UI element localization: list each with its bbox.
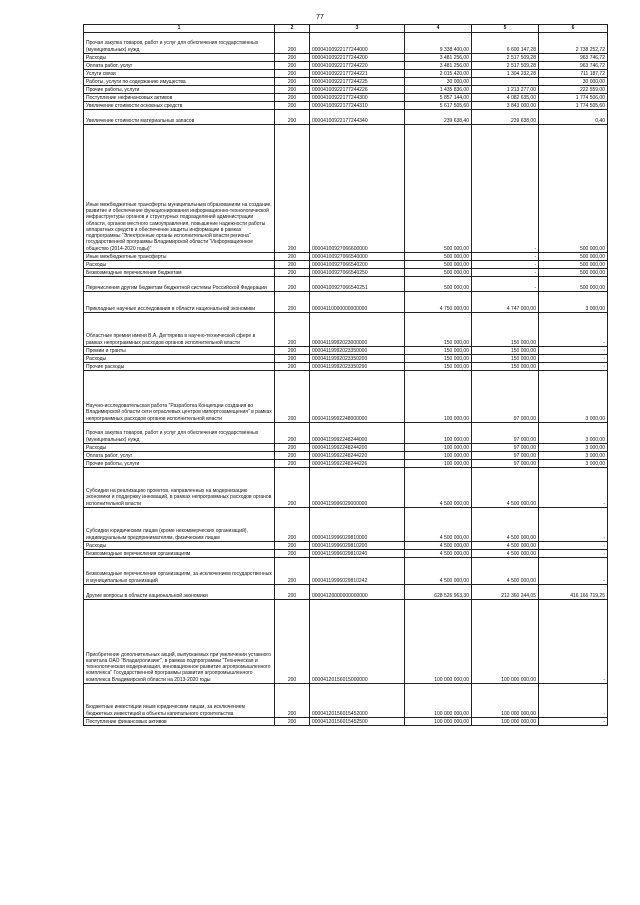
row-kbk-code: 00004100927066600000 bbox=[310, 125, 405, 253]
row-label: Иные межбюджетные трансферты bbox=[84, 253, 275, 261]
column-header-row bbox=[84, 25, 608, 33]
row-value-col5: 1 304 232,28 bbox=[472, 70, 539, 78]
row-label: Прочие работы, услуги bbox=[84, 86, 275, 94]
row-kbk-code: 00004119992023000000 bbox=[310, 313, 405, 347]
row-label: Расходы bbox=[84, 54, 275, 62]
table-row bbox=[84, 70, 608, 78]
table-row bbox=[84, 542, 608, 550]
row-line-code: 200 bbox=[275, 444, 310, 452]
row-kbk-code: 00004100922177244221 bbox=[310, 70, 405, 78]
row-value-col4: 30 000,00 bbox=[405, 78, 472, 86]
row-value-col5: 150 000,00 bbox=[472, 347, 539, 355]
row-value-col5: 4 747 000,00 bbox=[472, 292, 539, 313]
row-value-col4: 239 638,40 bbox=[405, 110, 472, 125]
row-value-col6: 3 000,00 bbox=[539, 452, 608, 460]
row-line-code: 200 bbox=[275, 253, 310, 261]
row-value-col6: 30 000,00 bbox=[539, 78, 608, 86]
row-value-col4: 150 000,00 bbox=[405, 313, 472, 347]
row-line-code: 200 bbox=[275, 102, 310, 110]
row-kbk-code: 00004110000000000000 bbox=[310, 292, 405, 313]
row-kbk-code: 00004100922177244225 bbox=[310, 78, 405, 86]
row-label: Увеличение стоимости основных средств bbox=[84, 102, 275, 110]
row-kbk-code: 00004120156015452000 bbox=[310, 684, 405, 718]
row-value-col4: 5 617 505,60 bbox=[405, 102, 472, 110]
row-value-col6: 3 000,00 bbox=[539, 444, 608, 452]
row-value-col4: 3 481 256,00 bbox=[405, 62, 472, 70]
row-line-code: 200 bbox=[275, 600, 310, 684]
row-value-col6: - bbox=[539, 600, 608, 684]
row-label: Прочие работы, услуги bbox=[84, 460, 275, 468]
row-kbk-code: 00004119996029810242 bbox=[310, 558, 405, 585]
row-value-col4: 150 000,00 bbox=[405, 347, 472, 355]
row-line-code: 200 bbox=[275, 423, 310, 444]
table-row bbox=[84, 684, 608, 718]
row-label: Безвозмездные перечисления организациям, за исключением государственных и муниципальных организаций bbox=[84, 558, 275, 585]
row-kbk-code: 00004120156015000000 bbox=[310, 600, 405, 684]
row-line-code: 200 bbox=[275, 363, 310, 371]
table-row bbox=[84, 600, 608, 684]
row-value-col5: - bbox=[472, 277, 539, 292]
row-line-code: 200 bbox=[275, 125, 310, 253]
row-value-col6: 500 000,00 bbox=[539, 125, 608, 253]
row-value-col5: 4 500 000,00 bbox=[472, 468, 539, 508]
row-label: Поступление финансовых активов bbox=[84, 718, 275, 726]
row-value-col6: 963 746,72 bbox=[539, 54, 608, 62]
row-label: Оплата работ, услуг bbox=[84, 62, 275, 70]
row-line-code: 200 bbox=[275, 558, 310, 585]
row-value-col5: - bbox=[472, 261, 539, 269]
row-kbk-code: 00004119996029810200 bbox=[310, 542, 405, 550]
row-line-code: 200 bbox=[275, 347, 310, 355]
row-value-col6: 500 000,00 bbox=[539, 261, 608, 269]
row-label: Прочая закупка товаров, работ и услуг для обеспечения государственных (муниципальных) нужд bbox=[84, 33, 275, 54]
table-row bbox=[84, 423, 608, 444]
row-value-col4: 100 000,00 bbox=[405, 423, 472, 444]
row-line-code: 200 bbox=[275, 313, 310, 347]
row-value-col5: 150 000,00 bbox=[472, 363, 539, 371]
column-header-5: 5 bbox=[472, 25, 539, 33]
row-kbk-code: 00004119992248000000 bbox=[310, 371, 405, 423]
row-kbk-code: 00004100922177244000 bbox=[310, 33, 405, 54]
row-line-code: 200 bbox=[275, 277, 310, 292]
row-value-col4: 500 000,00 bbox=[405, 269, 472, 277]
row-value-col4: 1 435 836,00 bbox=[405, 86, 472, 94]
row-value-col5 bbox=[472, 78, 539, 86]
budget-table bbox=[83, 24, 608, 726]
row-value-col5: 97 000,00 bbox=[472, 460, 539, 468]
row-value-col5: 150 000,00 bbox=[472, 313, 539, 347]
row-value-col6: 3 000,00 bbox=[539, 371, 608, 423]
row-value-col4: 4 500 000,00 bbox=[405, 558, 472, 585]
row-line-code: 200 bbox=[275, 460, 310, 468]
row-kbk-code: 00004119992023350000 bbox=[310, 347, 405, 355]
table-row bbox=[84, 269, 608, 277]
row-label: Безвозмездные перечисления организациям bbox=[84, 550, 275, 558]
row-value-col5: 4 082 635,00 bbox=[472, 94, 539, 102]
row-value-col4: 9 338 400,00 bbox=[405, 33, 472, 54]
table-row bbox=[84, 444, 608, 452]
row-kbk-code: 00004119996029000000 bbox=[310, 468, 405, 508]
row-value-col6: - bbox=[539, 313, 608, 347]
row-kbk-code: 00004100922177244300 bbox=[310, 94, 405, 102]
row-kbk-code: 00004100927066540200 bbox=[310, 261, 405, 269]
row-value-col6: 500 000,00 bbox=[539, 277, 608, 292]
table-row bbox=[84, 102, 608, 110]
column-header-3: 3 bbox=[310, 25, 405, 33]
row-line-code: 200 bbox=[275, 78, 310, 86]
row-line-code: 200 bbox=[275, 110, 310, 125]
row-kbk-code: 00004100927066540000 bbox=[310, 253, 405, 261]
row-value-col6: 222 559,00 bbox=[539, 86, 608, 94]
row-kbk-code: 00004100922177244200 bbox=[310, 54, 405, 62]
row-value-col5: 4 500 000,00 bbox=[472, 542, 539, 550]
table-row bbox=[84, 261, 608, 269]
row-value-col6: 711 187,72 bbox=[539, 70, 608, 78]
row-kbk-code: 00004100922177244340 bbox=[310, 110, 405, 125]
row-value-col6: - bbox=[539, 558, 608, 585]
row-value-col6: - bbox=[539, 468, 608, 508]
row-value-col4: 150 000,00 bbox=[405, 363, 472, 371]
row-line-code: 200 bbox=[275, 508, 310, 542]
row-value-col4: 4 750 000,00 bbox=[405, 292, 472, 313]
row-value-col4: 100 000 000,00 bbox=[405, 600, 472, 684]
row-value-col5: 239 638,00 bbox=[472, 110, 539, 125]
row-value-col4: 2 015 420,00 bbox=[405, 70, 472, 78]
table-row bbox=[84, 355, 608, 363]
row-label: Субсидии на реализацию проектов, направленных на модернизацию экономики и поддержку инноваций, в рамках непрограммных расходов органов исполнительной власти bbox=[84, 468, 275, 508]
row-kbk-code: 00004119992248244220 bbox=[310, 452, 405, 460]
table-row bbox=[84, 94, 608, 102]
row-line-code: 200 bbox=[275, 94, 310, 102]
row-label: Услуги связи bbox=[84, 70, 275, 78]
table-row bbox=[84, 371, 608, 423]
row-line-code: 200 bbox=[275, 62, 310, 70]
row-value-col6: - bbox=[539, 347, 608, 355]
row-value-col4: 4 500 000,00 bbox=[405, 550, 472, 558]
row-value-col4: 500 000,00 bbox=[405, 261, 472, 269]
row-label: Прочие расходы bbox=[84, 363, 275, 371]
row-kbk-code: 00004100927066540250 bbox=[310, 269, 405, 277]
row-kbk-code: 00004119992023350200 bbox=[310, 355, 405, 363]
row-line-code: 200 bbox=[275, 292, 310, 313]
row-value-col4: 628 526 963,30 bbox=[405, 585, 472, 600]
row-label: Иные межбюджетные трансферты муниципальным образованиям на создание, развитие и обеспечение функционирования информационно-технологической инфраструктуры органов и структурных подразделений администрации области, органов местного самоуправления, повышение надежности работы аппаратных средств и обеспечение защиты информации в рамках подпрограммы "Электронные органы исполнительной власти региона" государственной программы Владимирской области "Информационное общество (2014-2020 годы)" bbox=[84, 125, 275, 253]
row-value-col4: 100 000 000,00 bbox=[405, 718, 472, 726]
row-label: Увеличение стоимости материальных запасов bbox=[84, 110, 275, 125]
row-value-col5: - bbox=[472, 269, 539, 277]
row-value-col6: - bbox=[539, 355, 608, 363]
table-row bbox=[84, 110, 608, 125]
column-header-6: 6 bbox=[539, 25, 608, 33]
row-value-col4: 500 000,00 bbox=[405, 277, 472, 292]
row-value-col5: 1 213 277,00 bbox=[472, 86, 539, 94]
row-value-col4: 150 000,00 bbox=[405, 355, 472, 363]
row-kbk-code: 00004100927066540251 bbox=[310, 277, 405, 292]
row-value-col5: 97 000,00 bbox=[472, 371, 539, 423]
row-value-col6: 416 166 719,25 bbox=[539, 585, 608, 600]
row-label: Расходы bbox=[84, 261, 275, 269]
row-value-col6: 3 000,00 bbox=[539, 292, 608, 313]
row-label: Прочая закупка товаров, работ и услуг для обеспечения государственных (муниципальных) нужд bbox=[84, 423, 275, 444]
table-row bbox=[84, 363, 608, 371]
table-row bbox=[84, 550, 608, 558]
row-value-col6: - bbox=[539, 508, 608, 542]
row-value-col5: 4 500 000,00 bbox=[472, 558, 539, 585]
row-value-col5: 97 000,00 bbox=[472, 444, 539, 452]
table-row bbox=[84, 718, 608, 726]
row-value-col5: 97 000,00 bbox=[472, 452, 539, 460]
row-value-col6: 3 000,00 bbox=[539, 423, 608, 444]
row-line-code: 200 bbox=[275, 718, 310, 726]
row-value-col4: 100 000,00 bbox=[405, 460, 472, 468]
row-label: Работы, услуги по содержанию имущества bbox=[84, 78, 275, 86]
row-label: Перечисления другим бюджетам бюджетной системы Российской Федерации bbox=[84, 277, 275, 292]
row-value-col6: 500 000,00 bbox=[539, 269, 608, 277]
row-line-code: 200 bbox=[275, 542, 310, 550]
row-value-col5: 100 000 000,00 bbox=[472, 600, 539, 684]
row-kbk-code: 00004100922177244310 bbox=[310, 102, 405, 110]
table-row bbox=[84, 86, 608, 94]
row-value-col6: 1 774 506,00 bbox=[539, 94, 608, 102]
row-line-code: 200 bbox=[275, 371, 310, 423]
row-kbk-code: 00004119992023350290 bbox=[310, 363, 405, 371]
row-label: Областные премии имени В.А. Дегтярева в научно-технической сфере в рамках непрограммных расходов органов исполнительной власти bbox=[84, 313, 275, 347]
row-label: Другие вопросы в области национальной экономики bbox=[84, 585, 275, 600]
row-kbk-code: 00004100922177244226 bbox=[310, 86, 405, 94]
row-label: Поступление нефинансовых активов bbox=[84, 94, 275, 102]
row-label: Научно-исследовательская работа "Разработка Концепции создания во Владимирской области сети отраслевых центров импортозамещения" в рамках непрограммных расходов органов исполнительной власти bbox=[84, 371, 275, 423]
row-label: Расходы bbox=[84, 542, 275, 550]
row-line-code: 200 bbox=[275, 585, 310, 600]
row-line-code: 200 bbox=[275, 355, 310, 363]
table-row bbox=[84, 62, 608, 70]
row-line-code: 200 bbox=[275, 261, 310, 269]
table-body bbox=[84, 33, 608, 726]
column-header-1: 1 bbox=[84, 25, 275, 33]
row-value-col5: 150 000,00 bbox=[472, 355, 539, 363]
table-row bbox=[84, 78, 608, 86]
row-kbk-code: 00004119996029810000 bbox=[310, 508, 405, 542]
row-value-col4: 3 481 256,00 bbox=[405, 54, 472, 62]
row-label: Расходы bbox=[84, 444, 275, 452]
row-line-code: 200 bbox=[275, 452, 310, 460]
row-value-col4: 500 000,00 bbox=[405, 253, 472, 261]
row-value-col6: 500 000,00 bbox=[539, 253, 608, 261]
row-line-code: 200 bbox=[275, 86, 310, 94]
table-row bbox=[84, 125, 608, 253]
row-value-col6: 1 774 505,60 bbox=[539, 102, 608, 110]
page-number: 77 bbox=[316, 14, 324, 21]
table-row bbox=[84, 33, 608, 54]
row-value-col6: - bbox=[539, 684, 608, 718]
row-value-col5: - bbox=[472, 125, 539, 253]
row-label: Приобретение дополнительных акций, выпускаемых при увеличении уставного капитала ОАО "Владагролизинг", в рамках подпрограммы "Техническая и технологическая модернизация, инновационное развитие агропромышленного комплекса" Государственной программы развития агропромышленного комплекса Владимирской области на 2013-2020 годы bbox=[84, 600, 275, 684]
row-value-col5: 2 517 509,28 bbox=[472, 62, 539, 70]
row-line-code: 200 bbox=[275, 70, 310, 78]
row-kbk-code: 00004120156015452500 bbox=[310, 718, 405, 726]
row-value-col4: 4 500 000,00 bbox=[405, 468, 472, 508]
table-row bbox=[84, 54, 608, 62]
row-kbk-code: 00004119992248244000 bbox=[310, 423, 405, 444]
row-value-col5: 97 000,00 bbox=[472, 423, 539, 444]
row-value-col4: 100 000,00 bbox=[405, 371, 472, 423]
row-value-col6: - bbox=[539, 363, 608, 371]
row-value-col6: - bbox=[539, 550, 608, 558]
row-value-col4: 5 857 144,00 bbox=[405, 94, 472, 102]
row-value-col4: 100 000,00 bbox=[405, 444, 472, 452]
row-value-col4: 100 000,00 bbox=[405, 452, 472, 460]
row-line-code: 200 bbox=[275, 550, 310, 558]
row-value-col5: 6 600 147,28 bbox=[472, 33, 539, 54]
row-line-code: 200 bbox=[275, 468, 310, 508]
table-row bbox=[84, 508, 608, 542]
row-value-col6: 0,40 bbox=[539, 110, 608, 125]
row-kbk-code: 00004119992248244226 bbox=[310, 460, 405, 468]
row-value-col4: 500 000,00 bbox=[405, 125, 472, 253]
row-value-col5: - bbox=[472, 253, 539, 261]
row-label: Премии и гранты bbox=[84, 347, 275, 355]
row-line-code: 200 bbox=[275, 269, 310, 277]
row-value-col5: 100 000 000,00 bbox=[472, 718, 539, 726]
row-label: Оплата работ, услуг bbox=[84, 452, 275, 460]
row-label: Бюджетные инвестиции иным юридическим лицам, за исключением бюджетных инвестиций в объекты капитального строительства bbox=[84, 684, 275, 718]
row-value-col4: 4 500 000,00 bbox=[405, 508, 472, 542]
table-row bbox=[84, 585, 608, 600]
column-header-2: 2 bbox=[275, 25, 310, 33]
row-kbk-code: 00004120000000000000 bbox=[310, 585, 405, 600]
row-label: Расходы bbox=[84, 355, 275, 363]
column-header-4: 4 bbox=[405, 25, 472, 33]
row-kbk-code: 00004119992248244200 bbox=[310, 444, 405, 452]
row-line-code: 200 bbox=[275, 54, 310, 62]
row-value-col6: 3 000,00 bbox=[539, 460, 608, 468]
row-value-col5: 212 360 244,05 bbox=[472, 585, 539, 600]
row-value-col5: 100 000 000,00 bbox=[472, 684, 539, 718]
row-value-col5: 4 500 000,00 bbox=[472, 508, 539, 542]
row-label: Субсидии юридическим лицам (кроме некоммерческих организаций), индивидуальным предпринимателям, физическим лицам bbox=[84, 508, 275, 542]
row-line-code: 200 bbox=[275, 33, 310, 54]
table-row bbox=[84, 452, 608, 460]
table-row bbox=[84, 292, 608, 313]
table-row bbox=[84, 277, 608, 292]
table-row bbox=[84, 460, 608, 468]
row-value-col6: - bbox=[539, 718, 608, 726]
row-label: Безвозмездные перечисления бюджетам bbox=[84, 269, 275, 277]
row-label: Прикладные научные исследования в области национальной экономики bbox=[84, 292, 275, 313]
row-value-col5: 2 517 509,28 bbox=[472, 54, 539, 62]
table-row bbox=[84, 558, 608, 585]
row-value-col5: 3 843 000,00 bbox=[472, 102, 539, 110]
row-value-col6: 2 738 252,72 bbox=[539, 33, 608, 54]
row-kbk-code: 00004119996029810240 bbox=[310, 550, 405, 558]
row-value-col6: 963 746,72 bbox=[539, 62, 608, 70]
table-row bbox=[84, 347, 608, 355]
row-kbk-code: 00004100922177244220 bbox=[310, 62, 405, 70]
row-value-col4: 4 500 000,00 bbox=[405, 542, 472, 550]
table-row bbox=[84, 468, 608, 508]
row-line-code: 200 bbox=[275, 684, 310, 718]
table-row bbox=[84, 253, 608, 261]
row-value-col5: 4 500 000,00 bbox=[472, 550, 539, 558]
row-value-col6: - bbox=[539, 542, 608, 550]
row-value-col4: 100 000 000,00 bbox=[405, 684, 472, 718]
table-row bbox=[84, 313, 608, 347]
